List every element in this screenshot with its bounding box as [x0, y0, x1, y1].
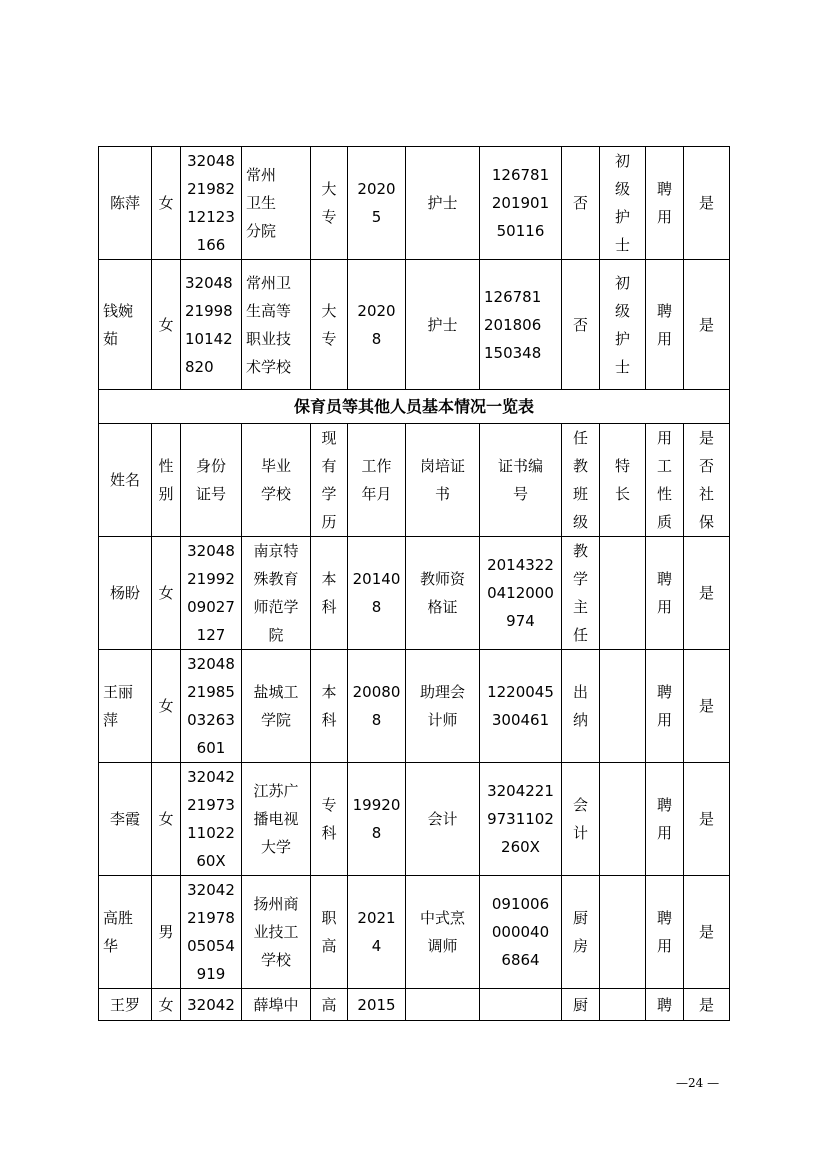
header-certificate: 岗培证 书 — [419, 457, 465, 503]
cell-certificate-number: 2014322 0412000 974 — [487, 556, 554, 630]
table-row — [99, 876, 730, 989]
cell-education: 高 — [321, 995, 337, 1014]
section-title-row — [99, 390, 730, 424]
cell-social-insurance: 是 — [698, 995, 714, 1014]
cell-certificate: 会计 — [427, 810, 458, 828]
table-row — [99, 989, 730, 1021]
table-row — [99, 650, 730, 763]
cell-employment-type: 聘 用 — [656, 180, 672, 226]
cell-certificate-number: 126781 201806 150348 — [484, 287, 542, 362]
cell-work-date: 2020 8 — [357, 301, 396, 348]
cell-certificate: 教师资 格证 — [419, 570, 465, 616]
cell-work-date: 20080 8 — [352, 683, 401, 729]
cell-work-date: 20140 8 — [352, 570, 401, 616]
cell-id: 32048 21982 12123 166 — [187, 152, 235, 254]
cell-education: 职 高 — [321, 909, 337, 955]
cell-specialty: 初 级 护 士 — [614, 273, 630, 376]
cell-name: 高胜 华 — [103, 909, 134, 955]
cell-employment-type: 聘 用 — [656, 796, 672, 842]
cell-school: 常州卫 生高等 职业技 术学校 — [246, 273, 292, 376]
cell-education: 大 专 — [321, 301, 337, 348]
header-work-date: 工作 年月 — [361, 457, 392, 503]
page-number: —24 — — [676, 1076, 720, 1090]
cell-education: 本 科 — [321, 570, 337, 616]
cell-school: 南京特 殊教育 师范学 院 — [253, 542, 299, 644]
cell-name: 陈萍 — [109, 194, 140, 212]
cell-name: 李霞 — [109, 810, 140, 828]
header-row — [99, 424, 730, 537]
cell-employment-type: 聘 用 — [656, 683, 672, 729]
header-education: 现 有 学 历 — [321, 429, 337, 531]
table-row — [99, 537, 730, 650]
cell-school: 薛埠中 — [253, 995, 299, 1014]
table-row — [99, 147, 730, 260]
cell-certificate: 助理会 计师 — [419, 683, 465, 729]
cell-teaching-class: 出 纳 — [572, 683, 588, 729]
cell-employment-type: 聘 用 — [656, 301, 672, 348]
cell-social-insurance: 是 — [698, 315, 714, 334]
table-row — [99, 260, 730, 390]
cell-employment-type: 聘 — [656, 995, 672, 1014]
cell-social-insurance: 是 — [698, 584, 714, 602]
cell-education: 大 专 — [321, 180, 337, 226]
cell-gender: 女 — [158, 697, 174, 715]
cell-specialty: 初 级 护 士 — [614, 152, 630, 254]
header-certificate-number: 证书编 号 — [497, 457, 543, 503]
cell-id: 32048 21992 09027 127 — [187, 542, 235, 644]
cell-certificate-number: 126781 201901 50116 — [491, 166, 550, 240]
cell-gender: 女 — [158, 315, 174, 334]
cell-id: 32048 21985 03263 601 — [187, 655, 235, 757]
cell-certificate: 护士 — [427, 194, 458, 212]
cell-name: 钱婉 茹 — [103, 301, 134, 348]
cell-education: 本 科 — [321, 683, 337, 729]
cell-teaching-class: 教 学 主 任 — [572, 542, 588, 644]
cell-employment-type: 聘 用 — [656, 909, 672, 955]
cell-name: 王丽 萍 — [103, 683, 134, 729]
cell-education: 专 科 — [321, 796, 337, 842]
section-title: 保育员等其他人员基本情况一览表 — [99, 390, 730, 424]
cell-social-insurance: 是 — [698, 923, 714, 941]
cell-certificate: 护士 — [427, 315, 458, 334]
cell-id: 32042 21973 11022 60X — [187, 768, 235, 870]
cell-school: 江苏广 播电视 大学 — [253, 782, 299, 856]
cell-work-date: 19920 8 — [352, 796, 401, 842]
cell-certificate-number: 3204221 9731102 260X — [487, 782, 554, 856]
header-social-insurance: 是 否 社 保 — [698, 429, 714, 531]
cell-id: 32042 21978 05054 919 — [187, 881, 235, 983]
header-teaching-class: 任 教 班 级 — [572, 429, 588, 531]
cell-teaching-class: 厨 — [572, 995, 588, 1014]
cell-name: 王罗 — [109, 995, 140, 1014]
cell-teaching-class: 否 — [572, 315, 588, 334]
cell-id: 32048 21998 10142 820 — [185, 273, 233, 376]
header-id: 身份 证号 — [195, 457, 226, 503]
cell-social-insurance: 是 — [698, 810, 714, 828]
staff-table — [98, 146, 730, 1021]
cell-certificate: 中式烹 调师 — [419, 909, 465, 955]
cell-gender: 女 — [158, 995, 174, 1014]
cell-gender: 女 — [158, 810, 174, 828]
header-name: 姓名 — [109, 471, 140, 489]
cell-work-date: 2021 4 — [357, 909, 396, 955]
cell-name: 杨盼 — [109, 584, 140, 602]
cell-certificate-number: 091006 000040 6864 — [491, 895, 550, 969]
header-specialty: 特 长 — [614, 457, 630, 503]
cell-gender: 女 — [158, 584, 174, 602]
cell-school: 盐城工 学院 — [253, 683, 299, 729]
cell-teaching-class: 厨 房 — [572, 909, 588, 955]
cell-school: 常州 卫生 分院 — [246, 166, 277, 240]
cell-id: 32042 — [187, 995, 235, 1014]
cell-employment-type: 聘 用 — [656, 570, 672, 616]
cell-gender: 女 — [158, 194, 174, 212]
header-school: 毕业 学校 — [260, 457, 291, 503]
cell-gender: 男 — [158, 923, 174, 941]
cell-school: 扬州商 业技工 学校 — [253, 895, 299, 969]
cell-work-date: 2020 5 — [357, 180, 396, 226]
header-gender: 性 别 — [158, 457, 174, 503]
table-row — [99, 763, 730, 876]
cell-teaching-class: 会 计 — [572, 796, 588, 842]
cell-social-insurance: 是 — [698, 697, 714, 715]
cell-certificate-number: 1220045 300461 — [487, 683, 554, 729]
header-employment-type: 用 工 性 质 — [656, 429, 672, 531]
cell-teaching-class: 否 — [572, 194, 588, 212]
cell-work-date: 2015 — [357, 995, 396, 1014]
cell-social-insurance: 是 — [698, 194, 714, 212]
